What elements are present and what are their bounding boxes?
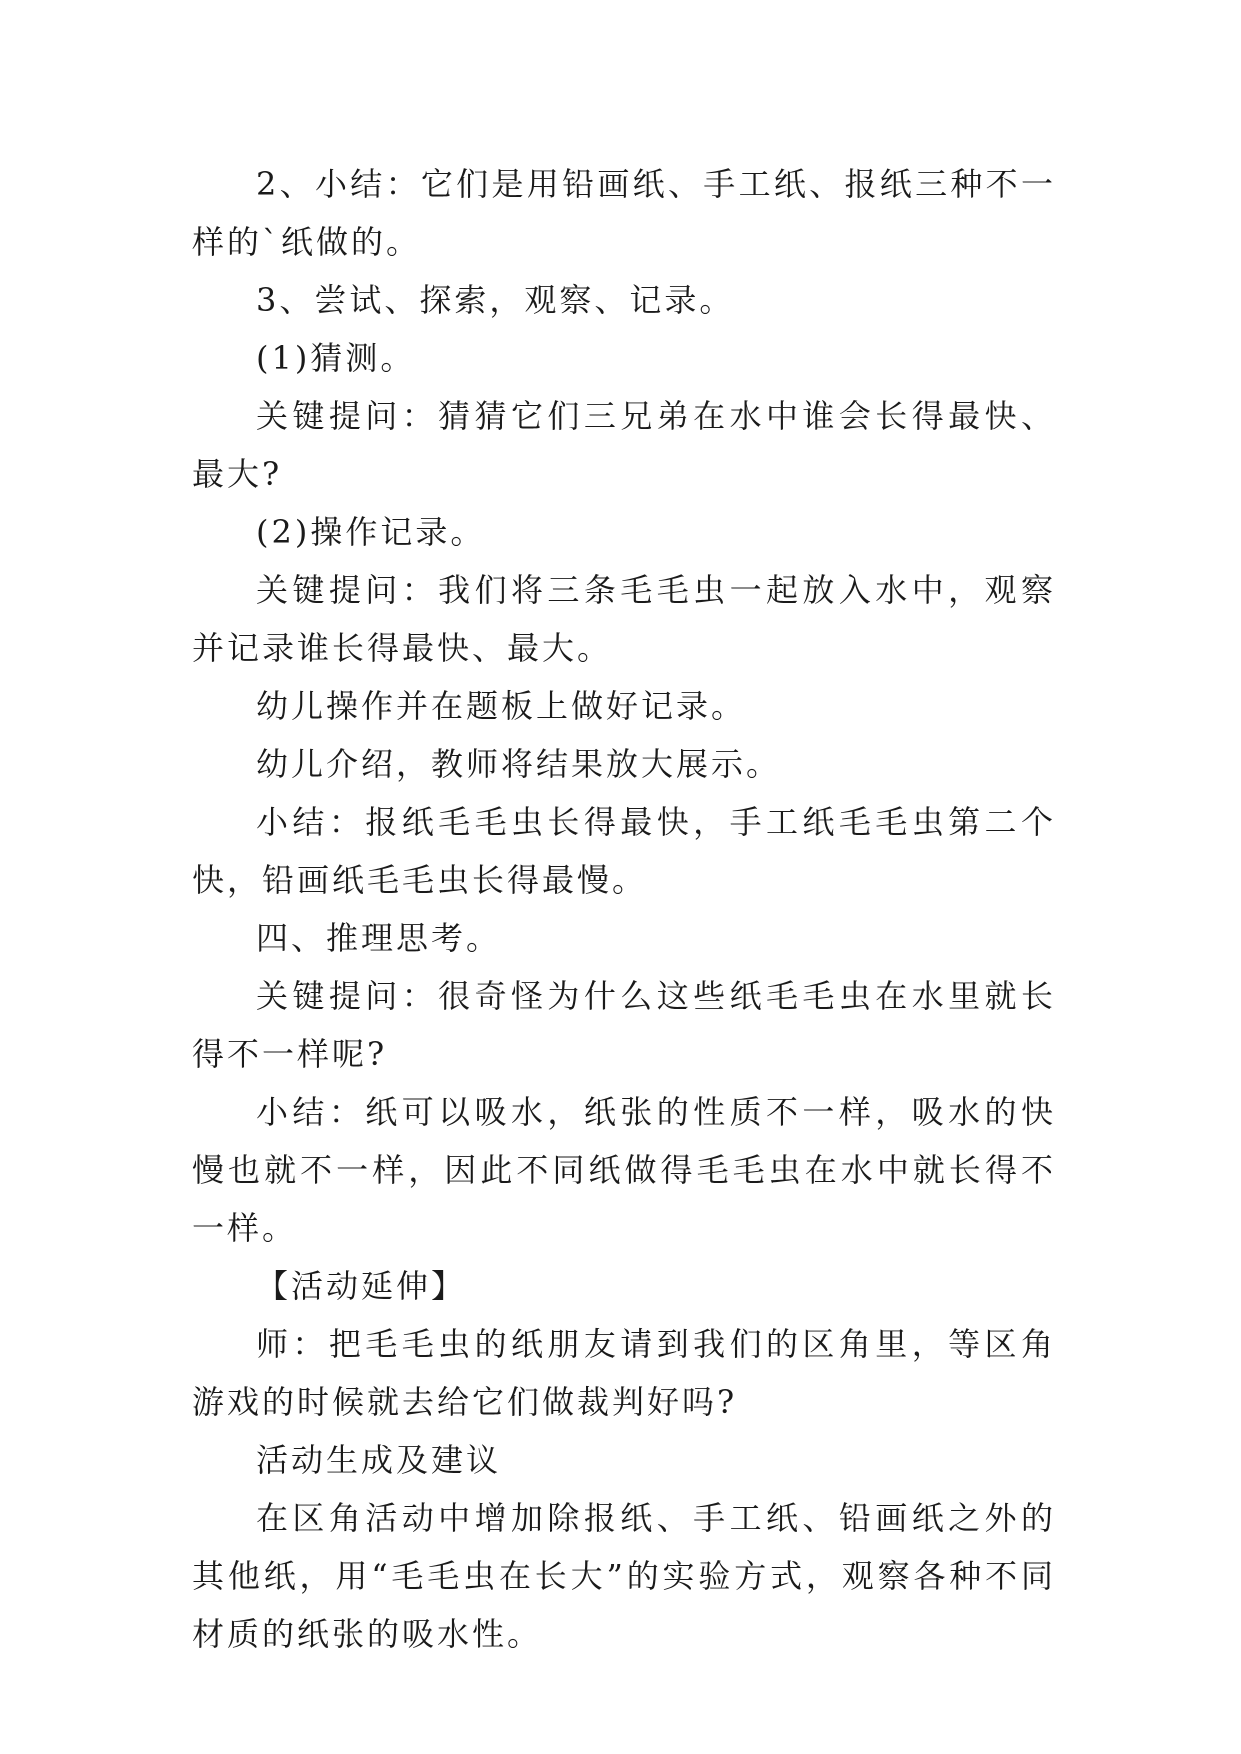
paragraph-key-question-guess: 关键提问：猜猜它们三兄弟在水中谁会长得最快、最大? [192,397,1056,493]
paragraph-activity-extension-heading: 【活动延伸】 [256,1267,467,1305]
paragraph-summary-paper-types: 2、小结：它们是用铅画纸、手工纸、报纸三种不一样的`纸做的。 [192,165,1056,261]
paragraph-operation-record: (2)操作记录。 [256,513,486,551]
paragraph-key-question-why: 关键提问：很奇怪为什么这些纸毛毛虫在水里就长得不一样呢? [192,977,1056,1073]
paragraph-summary-results: 小结：报纸毛毛虫长得最快，手工纸毛毛虫第二个快，铅画纸毛毛虫长得最慢。 [192,803,1056,899]
paragraph-summary-absorb: 小结：纸可以吸水，纸张的性质不一样，吸水的快慢也就不一样，因此不同纸做得毛毛虫在水中就长得不一样。 [192,1093,1056,1247]
paragraph-children-record: 幼儿操作并在题板上做好记录。 [256,687,747,725]
paragraph-suggestions-body: 在区角活动中增加除报纸、手工纸、铅画纸之外的其他纸，用“毛毛虫在长大”的实验方式，观察各种不同材质的纸张的吸水性。 [192,1499,1056,1653]
paragraph-step-try-explore: 3、尝试、探索，观察、记录。 [256,281,735,319]
paragraph-suggestions-heading: 活动生成及建议 [256,1441,502,1479]
paragraph-reasoning-heading: 四、推理思考。 [256,919,502,957]
paragraph-key-question-observe: 关键提问：我们将三条毛毛虫一起放入水中，观察并记录谁长得最快、最大。 [192,571,1056,667]
paragraph-children-introduce: 幼儿介绍，教师将结果放大展示。 [256,745,782,783]
paragraph-teacher-extension: 师：把毛毛虫的纸朋友请到我们的区角里，等区角游戏的时候就去给它们做裁判好吗? [192,1325,1056,1421]
paragraph-guess: (1)猜测。 [256,339,416,377]
document-body [192,155,1056,1663]
